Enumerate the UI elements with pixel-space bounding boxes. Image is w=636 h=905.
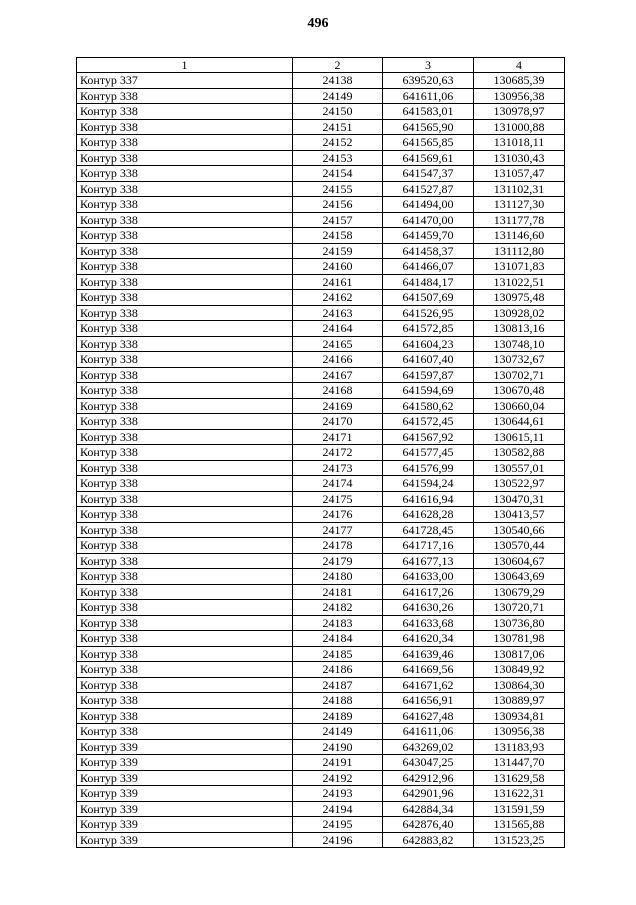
contour-name-cell: Контур 339 [77, 786, 293, 802]
contour-name-cell: Контур 338 [77, 445, 293, 461]
point-number-cell: 24192 [293, 770, 383, 786]
table-row [77, 243, 565, 259]
table-row [77, 460, 565, 476]
coordinates-table [76, 57, 565, 848]
x-coordinate-cell: 642901,96 [383, 786, 474, 802]
y-coordinate-cell: 131018,11 [474, 135, 565, 151]
contour-name-cell: Контур 338 [77, 553, 293, 569]
point-number-cell: 24182 [293, 600, 383, 616]
column-header: 3 [383, 58, 474, 73]
x-coordinate-cell: 641576,99 [383, 460, 474, 476]
y-coordinate-cell: 131030,43 [474, 150, 565, 166]
x-coordinate-cell: 643047,25 [383, 755, 474, 771]
point-number-cell: 24189 [293, 708, 383, 724]
table-row [77, 88, 565, 104]
table-row [77, 135, 565, 151]
table-row [77, 414, 565, 430]
point-number-cell: 24173 [293, 460, 383, 476]
table-row [77, 445, 565, 461]
x-coordinate-cell: 641569,61 [383, 150, 474, 166]
contour-name-cell: Контур 339 [77, 832, 293, 848]
point-number-cell: 24178 [293, 538, 383, 554]
y-coordinate-cell: 131112,80 [474, 243, 565, 259]
y-coordinate-cell: 130748,10 [474, 336, 565, 352]
contour-name-cell: Контур 338 [77, 538, 293, 554]
contour-name-cell: Контур 338 [77, 135, 293, 151]
y-coordinate-cell: 131591,59 [474, 801, 565, 817]
point-number-cell: 24196 [293, 832, 383, 848]
point-number-cell: 24165 [293, 336, 383, 352]
point-number-cell: 24160 [293, 259, 383, 275]
x-coordinate-cell: 641567,92 [383, 429, 474, 445]
y-coordinate-cell: 130604,67 [474, 553, 565, 569]
table-row [77, 274, 565, 290]
y-coordinate-cell: 130660,04 [474, 398, 565, 414]
table-row [77, 708, 565, 724]
contour-name-cell: Контур 338 [77, 367, 293, 383]
x-coordinate-cell: 641527,87 [383, 181, 474, 197]
x-coordinate-cell: 641677,13 [383, 553, 474, 569]
x-coordinate-cell: 642912,96 [383, 770, 474, 786]
y-coordinate-cell: 130781,98 [474, 631, 565, 647]
x-coordinate-cell: 641580,62 [383, 398, 474, 414]
y-coordinate-cell: 131102,31 [474, 181, 565, 197]
contour-name-cell: Контур 338 [77, 274, 293, 290]
table-row [77, 677, 565, 693]
x-coordinate-cell: 641611,06 [383, 724, 474, 740]
contour-name-cell: Контур 338 [77, 414, 293, 430]
x-coordinate-cell: 641611,06 [383, 88, 474, 104]
point-number-cell: 24171 [293, 429, 383, 445]
x-coordinate-cell: 641484,17 [383, 274, 474, 290]
y-coordinate-cell: 130522,97 [474, 476, 565, 492]
y-coordinate-cell: 130736,80 [474, 615, 565, 631]
point-number-cell: 24176 [293, 507, 383, 523]
y-coordinate-cell: 130557,01 [474, 460, 565, 476]
table-row [77, 166, 565, 182]
point-number-cell: 24187 [293, 677, 383, 693]
point-number-cell: 24158 [293, 228, 383, 244]
table-row [77, 197, 565, 213]
y-coordinate-cell: 131057,47 [474, 166, 565, 182]
contour-name-cell: Контур 338 [77, 584, 293, 600]
y-coordinate-cell: 130934,81 [474, 708, 565, 724]
column-header: 2 [293, 58, 383, 73]
table-row [77, 119, 565, 135]
point-number-cell: 24169 [293, 398, 383, 414]
y-coordinate-cell: 130732,67 [474, 352, 565, 368]
table-row [77, 662, 565, 678]
y-coordinate-cell: 131183,93 [474, 739, 565, 755]
contour-name-cell: Контур 338 [77, 104, 293, 120]
table-row [77, 290, 565, 306]
page-number: 496 [307, 16, 329, 31]
y-coordinate-cell: 130975,48 [474, 290, 565, 306]
table-row [77, 228, 565, 244]
y-coordinate-cell: 131146,60 [474, 228, 565, 244]
x-coordinate-cell: 641594,24 [383, 476, 474, 492]
x-coordinate-cell: 641628,28 [383, 507, 474, 523]
table-row [77, 569, 565, 585]
x-coordinate-cell: 641547,37 [383, 166, 474, 182]
y-coordinate-cell: 130670,48 [474, 383, 565, 399]
x-coordinate-cell: 641466,07 [383, 259, 474, 275]
y-coordinate-cell: 130956,38 [474, 724, 565, 740]
table-row [77, 367, 565, 383]
y-coordinate-cell: 130413,57 [474, 507, 565, 523]
x-coordinate-cell: 641639,46 [383, 646, 474, 662]
x-coordinate-cell: 641526,95 [383, 305, 474, 321]
point-number-cell: 24166 [293, 352, 383, 368]
x-coordinate-cell: 641620,34 [383, 631, 474, 647]
x-coordinate-cell: 641565,90 [383, 119, 474, 135]
contour-name-cell: Контур 338 [77, 119, 293, 135]
contour-name-cell: Контур 338 [77, 662, 293, 678]
contour-name-cell: Контур 338 [77, 88, 293, 104]
contour-name-cell: Контур 338 [77, 166, 293, 182]
point-number-cell: 24188 [293, 693, 383, 709]
table-row [77, 724, 565, 740]
y-coordinate-cell: 130582,88 [474, 445, 565, 461]
y-coordinate-cell: 130956,38 [474, 88, 565, 104]
contour-name-cell: Контур 338 [77, 507, 293, 523]
contour-name-cell: Контур 339 [77, 755, 293, 771]
contour-name-cell: Контур 338 [77, 336, 293, 352]
x-coordinate-cell: 641458,37 [383, 243, 474, 259]
table-row [77, 646, 565, 662]
point-number-cell: 24177 [293, 522, 383, 538]
contour-name-cell: Контур 338 [77, 181, 293, 197]
x-coordinate-cell: 641630,26 [383, 600, 474, 616]
y-coordinate-cell: 130685,39 [474, 73, 565, 89]
point-number-cell: 24195 [293, 817, 383, 833]
table-header-row [77, 58, 565, 73]
table-row [77, 600, 565, 616]
x-coordinate-cell: 639520,63 [383, 73, 474, 89]
x-coordinate-cell: 641572,85 [383, 321, 474, 337]
contour-name-cell: Контур 338 [77, 352, 293, 368]
contour-name-cell: Контур 339 [77, 739, 293, 755]
table-row [77, 181, 565, 197]
table-row [77, 770, 565, 786]
column-header: 1 [77, 58, 293, 73]
point-number-cell: 24161 [293, 274, 383, 290]
x-coordinate-cell: 641656,91 [383, 693, 474, 709]
contour-name-cell: Контур 338 [77, 150, 293, 166]
table-row [77, 615, 565, 631]
point-number-cell: 24150 [293, 104, 383, 120]
point-number-cell: 24138 [293, 73, 383, 89]
y-coordinate-cell: 131622,31 [474, 786, 565, 802]
coordinates-table-body [77, 58, 565, 848]
x-coordinate-cell: 641594,69 [383, 383, 474, 399]
point-number-cell: 24163 [293, 305, 383, 321]
point-number-cell: 24149 [293, 724, 383, 740]
x-coordinate-cell: 641627,48 [383, 708, 474, 724]
table-row [77, 305, 565, 321]
x-coordinate-cell: 642884,34 [383, 801, 474, 817]
x-coordinate-cell: 641616,94 [383, 491, 474, 507]
point-number-cell: 24172 [293, 445, 383, 461]
column-header: 4 [474, 58, 565, 73]
x-coordinate-cell: 641607,40 [383, 352, 474, 368]
table-row [77, 631, 565, 647]
x-coordinate-cell: 641597,87 [383, 367, 474, 383]
y-coordinate-cell: 130928,02 [474, 305, 565, 321]
point-number-cell: 24194 [293, 801, 383, 817]
y-coordinate-cell: 131000,88 [474, 119, 565, 135]
x-coordinate-cell: 641583,01 [383, 104, 474, 120]
contour-name-cell: Контур 338 [77, 429, 293, 445]
point-number-cell: 24162 [293, 290, 383, 306]
table-row [77, 553, 565, 569]
table-row [77, 259, 565, 275]
table-row [77, 786, 565, 802]
table-row [77, 150, 565, 166]
y-coordinate-cell: 130864,30 [474, 677, 565, 693]
y-coordinate-cell: 130849,92 [474, 662, 565, 678]
x-coordinate-cell: 642876,40 [383, 817, 474, 833]
contour-name-cell: Контур 338 [77, 677, 293, 693]
contour-name-cell: Контур 339 [77, 817, 293, 833]
y-coordinate-cell: 131022,51 [474, 274, 565, 290]
point-number-cell: 24152 [293, 135, 383, 151]
y-coordinate-cell: 131565,88 [474, 817, 565, 833]
x-coordinate-cell: 641728,45 [383, 522, 474, 538]
contour-name-cell: Контур 339 [77, 770, 293, 786]
point-number-cell: 24156 [293, 197, 383, 213]
table-row [77, 476, 565, 492]
y-coordinate-cell: 130470,31 [474, 491, 565, 507]
x-coordinate-cell: 641671,62 [383, 677, 474, 693]
point-number-cell: 24164 [293, 321, 383, 337]
contour-name-cell: Контур 339 [77, 801, 293, 817]
contour-name-cell: Контур 338 [77, 383, 293, 399]
x-coordinate-cell: 643269,02 [383, 739, 474, 755]
table-row [77, 73, 565, 89]
table-row [77, 429, 565, 445]
contour-name-cell: Контур 338 [77, 646, 293, 662]
contour-name-cell: Контур 338 [77, 708, 293, 724]
contour-name-cell: Контур 338 [77, 228, 293, 244]
x-coordinate-cell: 641572,45 [383, 414, 474, 430]
table-row [77, 336, 565, 352]
contour-name-cell: Контур 338 [77, 259, 293, 275]
contour-name-cell: Контур 338 [77, 197, 293, 213]
contour-name-cell: Контур 338 [77, 569, 293, 585]
table-row [77, 212, 565, 228]
table-row [77, 739, 565, 755]
contour-name-cell: Контур 338 [77, 460, 293, 476]
table-row [77, 584, 565, 600]
table-row [77, 398, 565, 414]
point-number-cell: 24180 [293, 569, 383, 585]
y-coordinate-cell: 130720,71 [474, 600, 565, 616]
point-number-cell: 24153 [293, 150, 383, 166]
y-coordinate-cell: 130817,06 [474, 646, 565, 662]
point-number-cell: 24179 [293, 553, 383, 569]
contour-name-cell: Контур 338 [77, 615, 293, 631]
contour-name-cell: Контур 338 [77, 631, 293, 647]
point-number-cell: 24181 [293, 584, 383, 600]
contour-name-cell: Контур 338 [77, 522, 293, 538]
point-number-cell: 24186 [293, 662, 383, 678]
point-number-cell: 24184 [293, 631, 383, 647]
point-number-cell: 24193 [293, 786, 383, 802]
point-number-cell: 24185 [293, 646, 383, 662]
y-coordinate-cell: 130978,97 [474, 104, 565, 120]
point-number-cell: 24167 [293, 367, 383, 383]
table-row [77, 321, 565, 337]
y-coordinate-cell: 131447,70 [474, 755, 565, 771]
table-row [77, 352, 565, 368]
point-number-cell: 24155 [293, 181, 383, 197]
table-row [77, 491, 565, 507]
point-number-cell: 24175 [293, 491, 383, 507]
table-row [77, 755, 565, 771]
contour-name-cell: Контур 338 [77, 290, 293, 306]
point-number-cell: 24183 [293, 615, 383, 631]
point-number-cell: 24151 [293, 119, 383, 135]
x-coordinate-cell: 641633,68 [383, 615, 474, 631]
y-coordinate-cell: 131127,30 [474, 197, 565, 213]
contour-name-cell: Контур 338 [77, 600, 293, 616]
y-coordinate-cell: 130540,66 [474, 522, 565, 538]
point-number-cell: 24168 [293, 383, 383, 399]
contour-name-cell: Контур 338 [77, 693, 293, 709]
contour-name-cell: Контур 338 [77, 398, 293, 414]
y-coordinate-cell: 131629,58 [474, 770, 565, 786]
point-number-cell: 24174 [293, 476, 383, 492]
y-coordinate-cell: 130570,44 [474, 538, 565, 554]
y-coordinate-cell: 130813,16 [474, 321, 565, 337]
x-coordinate-cell: 641565,85 [383, 135, 474, 151]
table-row [77, 383, 565, 399]
contour-name-cell: Контур 338 [77, 321, 293, 337]
table-row [77, 832, 565, 848]
x-coordinate-cell: 641507,69 [383, 290, 474, 306]
contour-name-cell: Контур 338 [77, 305, 293, 321]
y-coordinate-cell: 130679,29 [474, 584, 565, 600]
y-coordinate-cell: 130643,69 [474, 569, 565, 585]
contour-name-cell: Контур 338 [77, 212, 293, 228]
y-coordinate-cell: 131071,83 [474, 259, 565, 275]
point-number-cell: 24170 [293, 414, 383, 430]
y-coordinate-cell: 130615,11 [474, 429, 565, 445]
y-coordinate-cell: 130644,61 [474, 414, 565, 430]
table-row [77, 801, 565, 817]
table-row [77, 104, 565, 120]
contour-name-cell: Контур 338 [77, 491, 293, 507]
point-number-cell: 24190 [293, 739, 383, 755]
y-coordinate-cell: 131177,78 [474, 212, 565, 228]
y-coordinate-cell: 130889,97 [474, 693, 565, 709]
contour-name-cell: Контур 338 [77, 724, 293, 740]
x-coordinate-cell: 641717,16 [383, 538, 474, 554]
contour-name-cell: Контур 338 [77, 476, 293, 492]
table-row [77, 817, 565, 833]
point-number-cell: 24191 [293, 755, 383, 771]
x-coordinate-cell: 641470,00 [383, 212, 474, 228]
point-number-cell: 24157 [293, 212, 383, 228]
y-coordinate-cell: 130702,71 [474, 367, 565, 383]
x-coordinate-cell: 641604,23 [383, 336, 474, 352]
contour-name-cell: Контур 337 [77, 73, 293, 89]
table-row [77, 693, 565, 709]
x-coordinate-cell: 641494,00 [383, 197, 474, 213]
table-row [77, 538, 565, 554]
x-coordinate-cell: 641617,26 [383, 584, 474, 600]
point-number-cell: 24149 [293, 88, 383, 104]
x-coordinate-cell: 641577,45 [383, 445, 474, 461]
point-number-cell: 24154 [293, 166, 383, 182]
y-coordinate-cell: 131523,25 [474, 832, 565, 848]
table-row [77, 522, 565, 538]
point-number-cell: 24159 [293, 243, 383, 259]
x-coordinate-cell: 641633,00 [383, 569, 474, 585]
table-row [77, 507, 565, 523]
x-coordinate-cell: 641459,70 [383, 228, 474, 244]
x-coordinate-cell: 642883,82 [383, 832, 474, 848]
x-coordinate-cell: 641669,56 [383, 662, 474, 678]
contour-name-cell: Контур 338 [77, 243, 293, 259]
